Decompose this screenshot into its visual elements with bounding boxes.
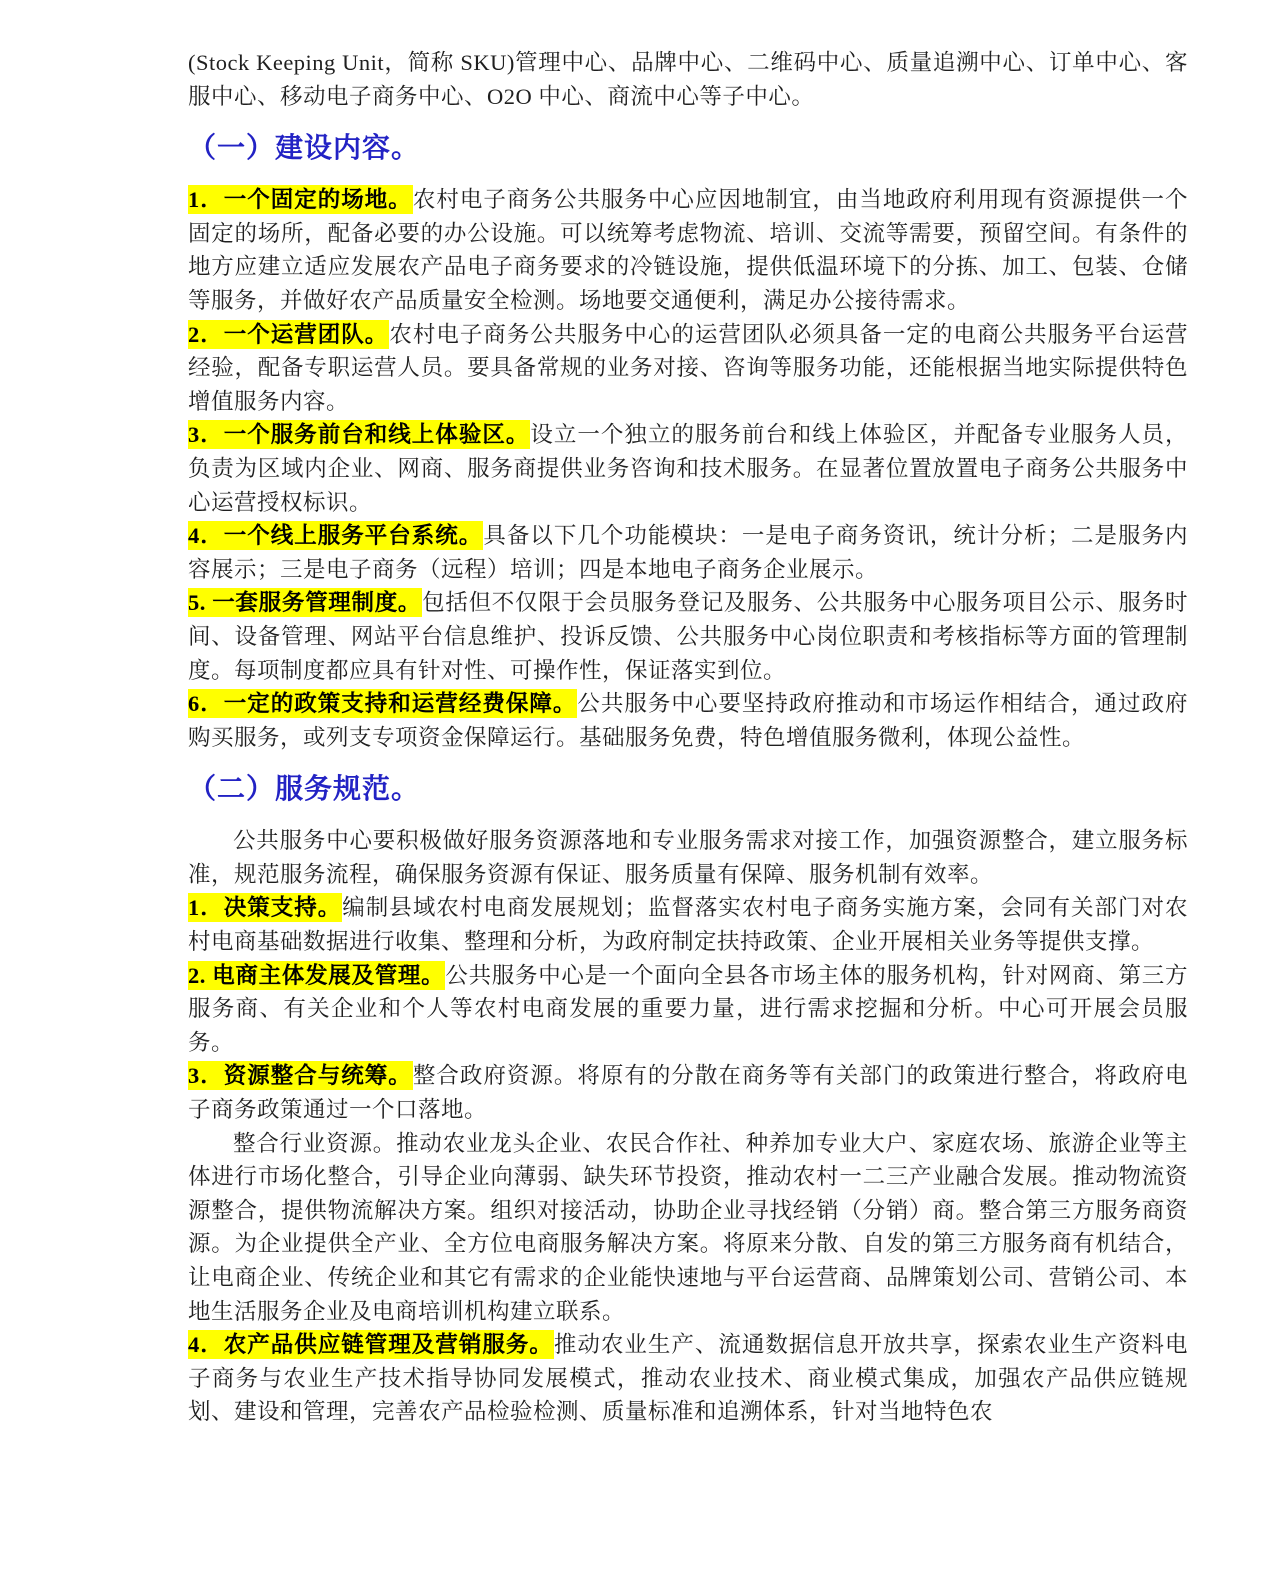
sec2-item-1 [188,891,1188,958]
sec2-item-4 [188,1328,1188,1429]
sec2-item-3-lead-highlight: 3．资源整合与统筹。 [188,1063,412,1089]
sec2-item-1-lead-highlight: 1．决策支持。 [188,895,342,921]
sec1-item-4 [188,519,1188,586]
sec1-item-3-lead-highlight: 3．一个服务前台和线上体验区。 [188,422,530,448]
sec2-item-3-text: 整合政府资源。将原有的分散在商务等有关部门的政策进行整合，将政府电子商务政策通过一个口落地。 [188,1063,1188,1123]
sec1-item-4-text: 具备以下几个功能模块：一是电子商务资讯，统计分析；二是服务内容展示；三是电子商务（远程）培训；四是本地电子商务企业展示。 [188,523,1188,582]
sec1-item-2-lead-highlight: 2．一个运营团队。 [188,321,389,347]
sec2-item-2-text: 公共服务中心是一个面向全县各市场主体的服务机构，针对网商、第三方服务商、有关企业和个人等农村电商发展的重要力量，进行需求挖掘和分析。中心可开展会员服务。 [188,962,1188,1055]
sec2-item-4-text: 推动农业生产、流通数据信息开放共享，探索农业生产资料电子商务与农业生产技术指导协同发展模式，推动农业技术、商业模式集成，加强农产品供应链规划、建设和管理，完善农产品检验检测、质量标准和追溯体系，针对当地特色农 [188,1332,1188,1425]
sec1-item-3-text: 设立一个独立的服务前台和线上体验区，并配备专业服务人员，负责为区域内企业、网商、服务商提供业务咨询和技术服务。在显著位置放置电子商务公共服务中心运营授权标识。 [188,422,1188,515]
sec2-item-2-lead-highlight: 2. 电商主体发展及管理。 [188,962,445,988]
sec2-intro-paragraph: 公共服务中心要积极做好服务资源落地和专业服务需求对接工作，加强资源整合，建立服务标准，规范服务流程，确保服务资源有保证、服务质量有保障、服务机制有效率。 [188,828,1188,887]
sec1-item-4-lead-highlight: 4．一个线上服务平台系统。 [188,523,483,549]
sec1-item-1-lead-highlight: 1．一个固定的场地。 [188,187,412,213]
continuation-paragraph: (Stock Keeping Unit，简称 SKU)管理中心、品牌中心、二维码中心、质量追溯中心、订单中心、客服中心、移动电子商务中心、O2O 中心、商流中心等子中心。 [188,50,1188,109]
sec1-item-1 [188,183,1188,317]
sec1-item-6 [188,687,1188,754]
sec2-item-1-text: 编制县域农村电商发展规划；监督落实农村电子商务实施方案，会同有关部门对农村电商基础数据进行收集、整理和分析，为政府制定扶持政策、企业开展相关业务等提供支撑。 [188,895,1188,955]
sec2-item-3 [188,1059,1188,1126]
sec1-item-5 [188,586,1188,687]
sec1-item-6-lead-highlight: 6．一定的政策支持和运营经费保障。 [188,691,577,717]
sec1-item-6-text: 公共服务中心要坚持政府推动和市场运作相结合，通过政府购买服务，或列支专项资金保障运行。基础服务免费，特色增值服务微利，体现公益性。 [188,691,1188,750]
sec1-item-2-text: 农村电子商务公共服务中心的运营团队必须具备一定的电商公共服务平台运营经验，配备专职运营人员。要具备常规的业务对接、咨询等服务功能，还能根据当地实际提供特色增值服务内容。 [188,321,1188,414]
sec1-item-5-text: 包括但不仅限于会员服务登记及服务、公共服务中心服务项目公示、服务时间、设备管理、网站平台信息维护、投诉反馈、公共服务中心岗位职责和考核指标等方面的管理制度。每项制度都应具有针对性、可操作性，保证落实到位。 [188,590,1188,683]
sec1-item-1-text: 农村电子商务公共服务中心应因地制宜，由当地政府利用现有资源提供一个固定的场所，配备必要的办公设施。可以统筹考虑物流、培训、交流等需要，预留空间。有条件的地方应建立适应发展农产品电子商务要求的冷链设施，提供低温环境下的分拣、加工、包装、仓储等服务，并做好农产品质量安全检测。场地要交通便利，满足办公接待需求。 [188,187,1188,313]
section-one-heading: （一）建设内容。 [188,133,421,165]
section-two-heading: （二）服务规范。 [188,774,421,806]
sec2-item-4-lead-highlight: 4．农产品供应链管理及营销服务。 [188,1332,553,1358]
sec2-item-2 [188,959,1188,1060]
sec1-item-3 [188,418,1188,519]
sec1-item-5-lead-highlight: 5. 一套服务管理制度。 [188,590,422,616]
sec2-industry-resources-paragraph: 整合行业资源。推动农业龙头企业、农民合作社、种养加专业大户、家庭农场、旅游企业等主体进行市场化整合，引导企业向薄弱、缺失环节投资，推动农村一二三产业融合发展。推动物流资源整合，提供物流解决方案。组织对接活动，协助企业寻找经销（分销）商。整合第三方服务商资源。为企业提供全产业、全方位电商服务解决方案。将原来分散、自发的第三方服务商有机结合，让电商企业、传统企业和其它有需求的企业能快速地与平台运营商、品牌策划公司、营销公司、本地生活服务企业及电商培训机构建立联系。 [188,1130,1188,1324]
sec1-item-2 [188,318,1188,419]
